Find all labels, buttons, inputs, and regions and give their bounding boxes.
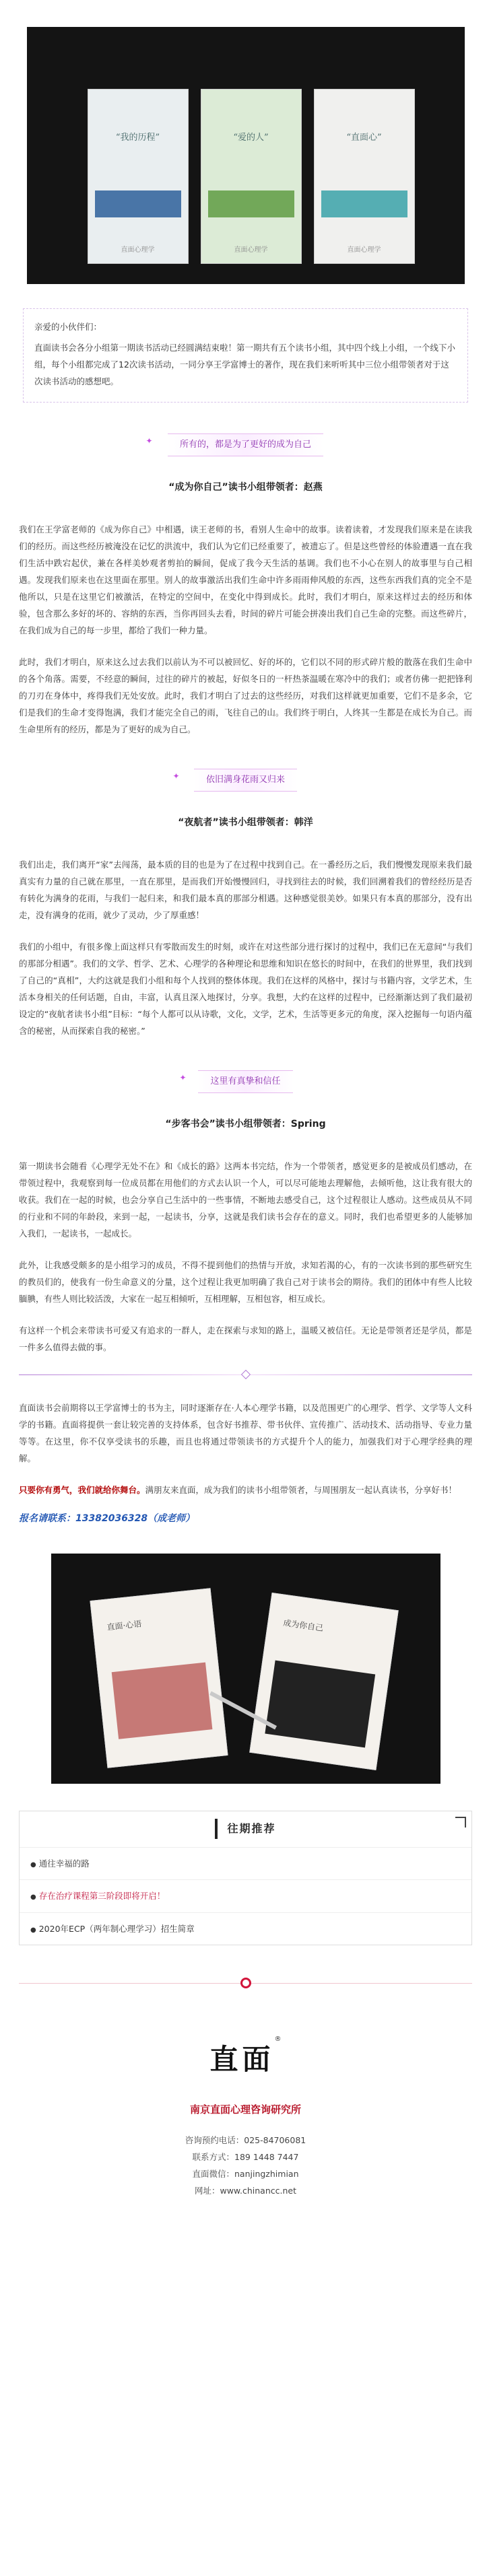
recommend-link[interactable]: 存在治疗课程第三阶段即将开启！ — [38, 1891, 166, 1902]
corner-icon — [455, 1817, 466, 1827]
paragraph-text: 此外，让我感受颇多的是小组学习的成员，不得不提到他们的热情与开放，求知若渴的心，有的一次读书到的那些研究生的教员们的，使我有一份生命意义的分量，这个过程让我更加明确了我自己对于读书会的期待。我们的团体中有些人比较腼腆，有些人则比较活泼，大家在一起互相倾听，互相理解，互相包容，相互成长。 — [19, 1259, 472, 1304]
hero-books-photo — [27, 27, 465, 284]
books-photo-2 — [51, 1554, 440, 1784]
contact-info — [0, 2132, 491, 2199]
header-bar — [215, 1819, 218, 1839]
section-3-paragraph-1 — [19, 1158, 472, 1242]
intro-body: 直面读书会各分小组第一期读书活动已经圆满结束啦！第一期共有五个读书小组，其中四个线上小组，一个线下小组，每个小组都完成了12次读书活动，一同分享王学富博士的著作，现在我们来听听其中三位小组带领者对于这次读书活动的感想吧。 — [34, 343, 456, 386]
intro-box — [23, 308, 468, 403]
organization-name: 南京直面心理咨询研究所 — [189, 2103, 301, 2116]
card-photo-2 — [265, 1660, 375, 1747]
bullet-icon: ● — [30, 1926, 36, 1934]
paragraph-text: 我们在王学富老师的《成为你自己》中相遇，读王老师的书，看别人生命中的故事。读着读着，才发现我们原来是在读我们的经历。而这些经历被淹没在记忆的洪流中，我们认为它们已经重要了，被遗忘了。但是这些曾经的体验遭遇一直在我们生活中跌宕起伏，兼在各样美妙观者剪拍的瞬间，促成了我今天生活的基调。我们也不小心在别人的故事里与自己相遇。发现我们原来也在这里面在那里。别人的故事激活出我们生命中许多雨雨伸风般的东西，这些东西我们真的完全不是他所以，只是在这里它们被激活，在特定的空间中，在变化中得到成长。此时，我们才明白，原来这样过去的经历和体验，包含那么多好的坏的、容纳的东西，当你再回头去看，时间的碎片可能会拼凑出我们自己生命的完整。而这些碎片，在我们成为自己的每一步里，都给了我们一种力量。 — [19, 524, 472, 635]
intro-greeting: 亲爱的小伙伴们： — [34, 322, 102, 332]
book-brand-1: 直面心理学 — [121, 246, 155, 254]
section-leader-3: “步客书会”读书小组带领者：Spring — [165, 1118, 326, 1129]
section-1-paragraph-1 — [19, 521, 472, 639]
logo-text: 直面 — [209, 2043, 275, 2077]
book-cover-3 — [314, 89, 415, 264]
book-title-1: “我的历程” — [115, 133, 160, 143]
footer-divider — [19, 1983, 472, 1984]
recommend-item-3[interactable] — [20, 1913, 471, 1945]
closing-paragraph-1 — [19, 1399, 472, 1467]
bullet-icon: ● — [30, 1860, 36, 1869]
book-title-2: “爱的人” — [233, 133, 269, 143]
recommend-item-1[interactable] — [20, 1848, 471, 1881]
recommend-box — [19, 1811, 472, 1946]
article-page — [0, 27, 491, 2226]
registered-icon: ® — [274, 2035, 282, 2044]
photo-card-2 — [249, 1593, 399, 1770]
paragraph-text: 有这样一个机会来带读书可爱又有追求的一群人，走在探索与求知的路上，温暖又被信任。无论是带领者还是学员，都是一件多么值得去做的事。 — [19, 1325, 472, 1352]
recommend-header — [20, 1811, 471, 1848]
section-leader-1: “成为你自己”读书小组带领者：赵燕 — [168, 482, 323, 493]
recommend-link[interactable]: 通往幸福的路 — [38, 1858, 90, 1869]
bullet-icon: ● — [30, 1893, 36, 1902]
section-2-paragraph-2 — [19, 938, 472, 1039]
contact-line: 直面微信：nanjingzhimian — [192, 2168, 299, 2179]
card-title-2: 成为你自己 — [282, 1617, 324, 1633]
section-title-text: 依旧满身花雨又归来 — [194, 769, 297, 792]
book-band-3 — [321, 190, 407, 217]
contact-line: 咨询预约电话：025-84706081 — [185, 2134, 306, 2145]
section-2-paragraph-1 — [19, 856, 472, 924]
diamond-icon — [240, 1370, 250, 1379]
book-brand-2: 直面心理学 — [234, 246, 268, 254]
bottom-spacer — [0, 2199, 491, 2226]
section-3-paragraph-3 — [19, 1322, 472, 1356]
section-title-text: 所有的，都是为了更好的成为自己 — [168, 433, 323, 456]
ring-icon — [240, 1978, 251, 1988]
section-title-3 — [139, 1070, 352, 1093]
closing-rest: 满朋友来直面，成为我们的读书小组带领者，与周围朋友一起认真读书，分享好书！ — [145, 1484, 457, 1495]
paragraph-text: 我们的小组中，有很多像上面这样只有零散而发生的时刻，或许在对这些部分进行探讨的过程中，我们已在无意间“与我们的那部分相遇”。我们的文学、哲学、艺术、心理学的各种理论和思维和知识在悠长的时间中，在我们的世界里，我们找到了自己的“真相”，大约这就是我们小组和每个人找到的整体体现。我们在这样的风格中，探讨与书籍内容，文学艺术，生活本身相关的任何话题，自由，丰富，认真且深入地探讨，分享。我想，大约在这样的过程中，已经渐渐达到了我们最初设定的“夜航者读书小组”目标：“每个人都可以从诗歌，文化，文学，艺术，生活等更多元的角度，深入挖掘每一句语内蕴含的秘密，从而探索自我的秘密。” — [19, 941, 472, 1036]
brand-logo — [0, 2033, 491, 2086]
paragraph-text: 第一期读书会随看《心理学无处不在》和《成长的路》这两本书完结，作为一个带领者，感觉更多的是被成员们感动，在带领过程中，我观察到每一位成员都在用他们的方式去认识一个人，可以尽可能地去理解他，去倾听他，这让我有很大的收获。我们在一起的时候，也会分享自己生活中的一些事情，不断地去感受自己，这个过程很让人感动。这些成员从不同的行业和不同的年龄段，来到一起，一起读书，分享，这就是我们读书会存在的意义。同时，我们也希望更多的人能够加入我们，一起读书，一起成长。 — [19, 1160, 472, 1239]
signup-contact: 报名请联系：13382036328（成老师） — [19, 1512, 195, 1524]
book-brand-3: 直面心理学 — [347, 246, 381, 254]
section-title-text: 这里有真挚和信任 — [198, 1070, 292, 1093]
recommend-link[interactable]: 2020年ECP（两年制心理学习）招生简章 — [38, 1923, 195, 1934]
sparkle-icon: ✦ — [179, 1072, 187, 1082]
book-band-1 — [95, 190, 181, 217]
section-divider — [19, 1374, 472, 1375]
sparkle-icon: ✦ — [145, 436, 153, 446]
closing-paragraph-2 — [19, 1482, 472, 1498]
section-leader-2: “夜航者”读书小组带领者：韩洋 — [178, 816, 313, 828]
photo-card-1 — [90, 1588, 228, 1768]
section-1-paragraph-2 — [19, 654, 472, 738]
closing-highlight: 只要你有勇气，我们就给你舞台。 — [19, 1484, 145, 1495]
section-3-paragraph-2 — [19, 1257, 472, 1307]
book-title-3: “直面心” — [346, 133, 382, 143]
recommend-heading: 往期推荐 — [227, 1822, 276, 1836]
section-title-1 — [139, 433, 352, 456]
card-flower-1 — [111, 1662, 212, 1739]
book-cover-1 — [88, 89, 189, 264]
paragraph-text: 我们出走，我们离开“家”去闯荡，最本质的目的也是为了在过程中找到自己。在一番经历之后，我们慢慢发现原来我们最真实有力量的自己就在那里，一直在那里，是而我们开始慢慢回归，寻找到往去的时候，我们回溯着我们的曾经经历是否有转化为满身的花雨，与我们一起归来，和我们最本真的那部分相遇。这种感觉很美妙。如果只有本真的那部分，没有出走，没有满身的花雨，就少了灵动，少了厚重感！ — [19, 859, 472, 920]
recommend-item-2[interactable] — [20, 1880, 471, 1913]
sparkle-icon: ✦ — [172, 771, 180, 781]
section-title-2 — [139, 769, 352, 792]
card-title-1: 直面·心语 — [106, 1618, 142, 1632]
book-band-2 — [208, 190, 294, 217]
paragraph-text: 直面读书会前期将以王学富博士的书为主，同时逐渐存在·人本心理学书籍，以及范围更广的心理学、哲学、文学等人文科学的书籍。直面将提供一套让较完善的支持体系，包含好书推荐、带书伙伴、宣传推广、活动技术、活动指导、专业力量等等。在这里，你不仅享受读书的乐趣，而且也将通过带领读书的方式提升个人的能力，加强我们对于心理学经典的理解。 — [19, 1402, 472, 1463]
contact-line[interactable]: 网址：www.chinancc.net — [194, 2185, 296, 2196]
contact-line: 联系方式：189 1448 7447 — [192, 2151, 299, 2162]
paragraph-text: 此时，我们才明白，原来这么过去我们以前认为不可以被回忆、好的坏的，它们以不同的形式碎片般的散落在我们生命中的各个角落。需要，不经意的瞬间，过往的碎片的被起，好似冬日的一杆热茶温暖在寒冷中的我们；或者仿佛一把把锋利的刀刃在身体中，疼得我们无处安放。此时，我们才明白了过去的这些经历，对我们这样就更加重要，它们不是多余，它们是我们的生命才变得饱满，我们才能完全自己的雨，飞往自己的山。我们终于明白，人终其一生都是在成长为自己。而生命里所有的经历，都是为了更好的成为自己。 — [19, 656, 472, 734]
book-cover-2 — [201, 89, 302, 264]
